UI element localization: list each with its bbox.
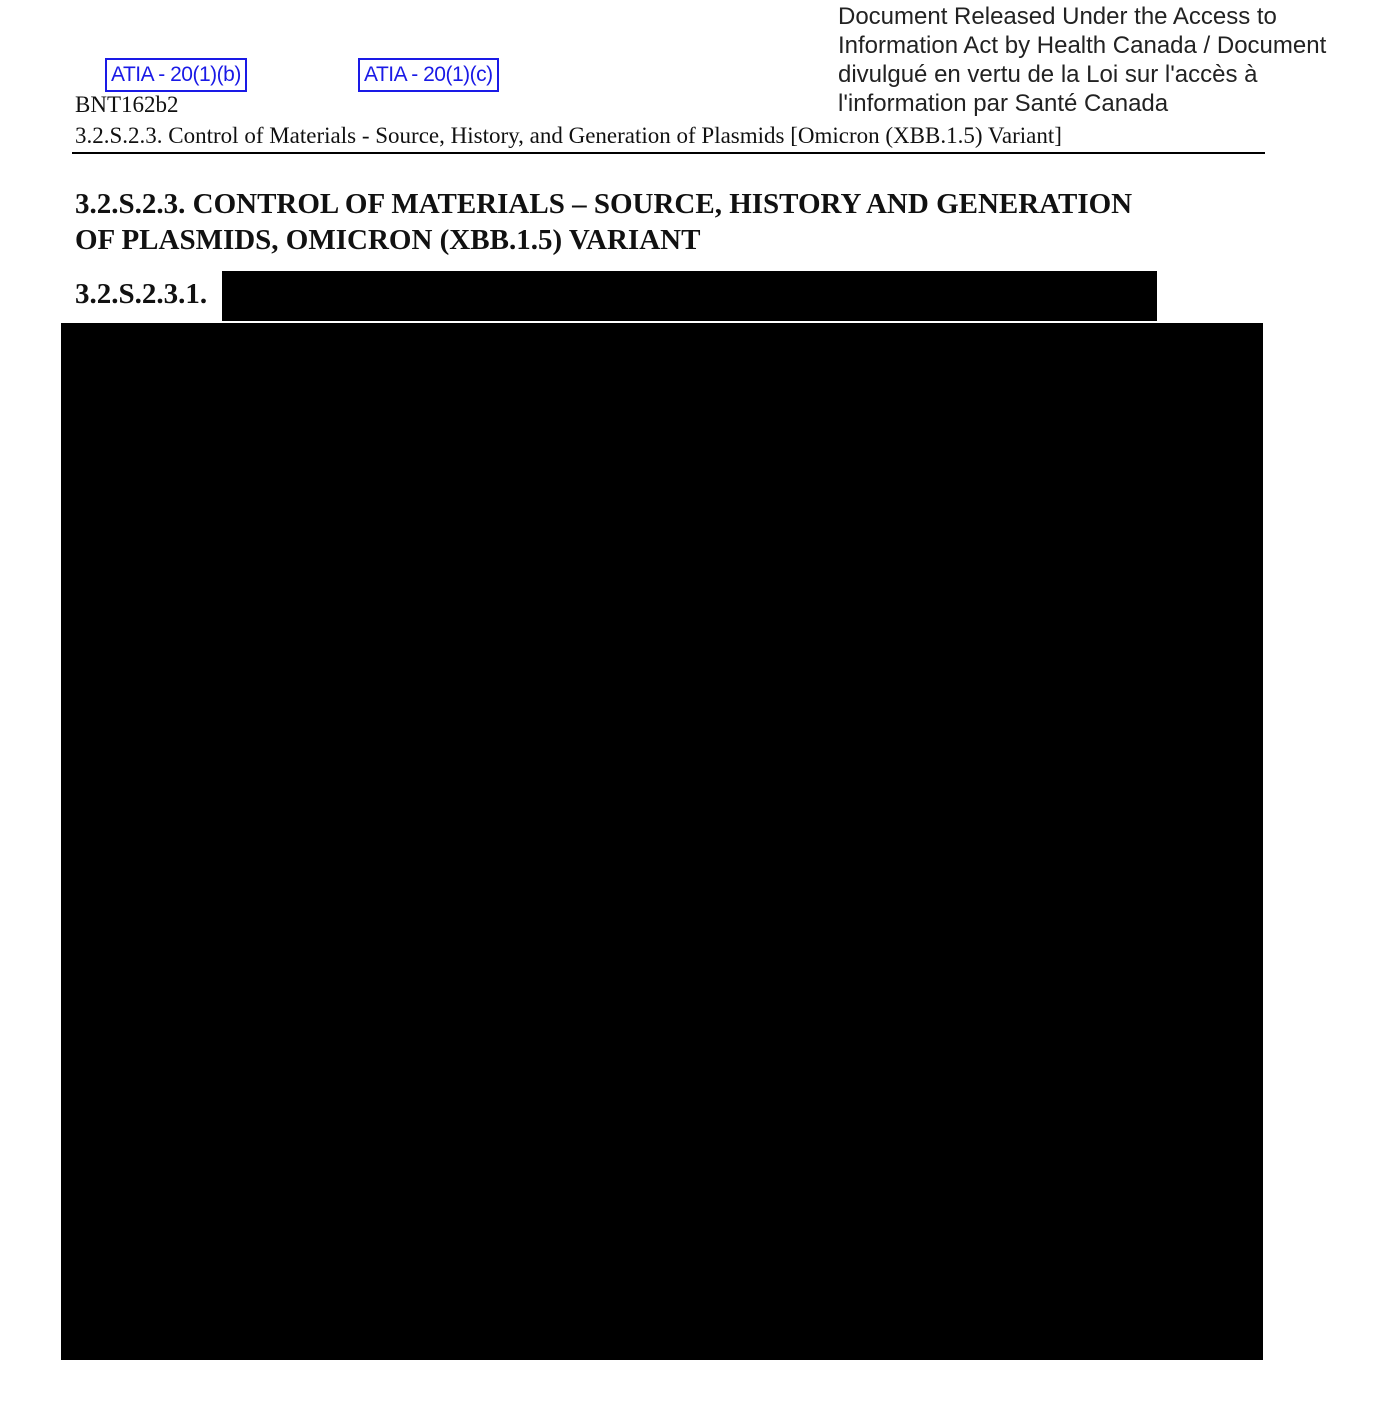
redaction-block-body — [61, 323, 1263, 1360]
subsection-number: 3.2.S.2.3.1. — [75, 278, 208, 310]
section-heading-line-1: 3.2.S.2.3. CONTROL OF MATERIALS – SOURCE, HISTORY AND GENERATION — [75, 188, 1133, 220]
header-section-title: 3.2.S.2.3. Control of Materials - Source, History, and Generation of Plasmids [Omicron (XBB.1.5) Variant] — [75, 123, 1062, 148]
redaction-block-subsection-title — [222, 271, 1157, 321]
release-notice — [838, 2, 1388, 118]
header-product-name: BNT162b2 — [75, 92, 179, 117]
release-notice-line-4: l'information par Santé Canada — [838, 90, 1169, 117]
atia-label-20-1-c: ATIA - 20(1)(c) — [358, 58, 499, 92]
section-heading — [75, 186, 1275, 258]
release-notice-line-2: Information Act by Health Canada / Document — [838, 32, 1327, 59]
atia-label-20-1-b: ATIA - 20(1)(b) — [105, 58, 247, 92]
header-divider — [72, 152, 1265, 154]
section-heading-line-2: OF PLASMIDS, OMICRON (XBB.1.5) VARIANT — [75, 224, 701, 256]
release-notice-line-3: divulgué en vertu de la Loi sur l'accès à — [838, 61, 1258, 88]
release-notice-line-1: Document Released Under the Access to — [838, 3, 1277, 30]
